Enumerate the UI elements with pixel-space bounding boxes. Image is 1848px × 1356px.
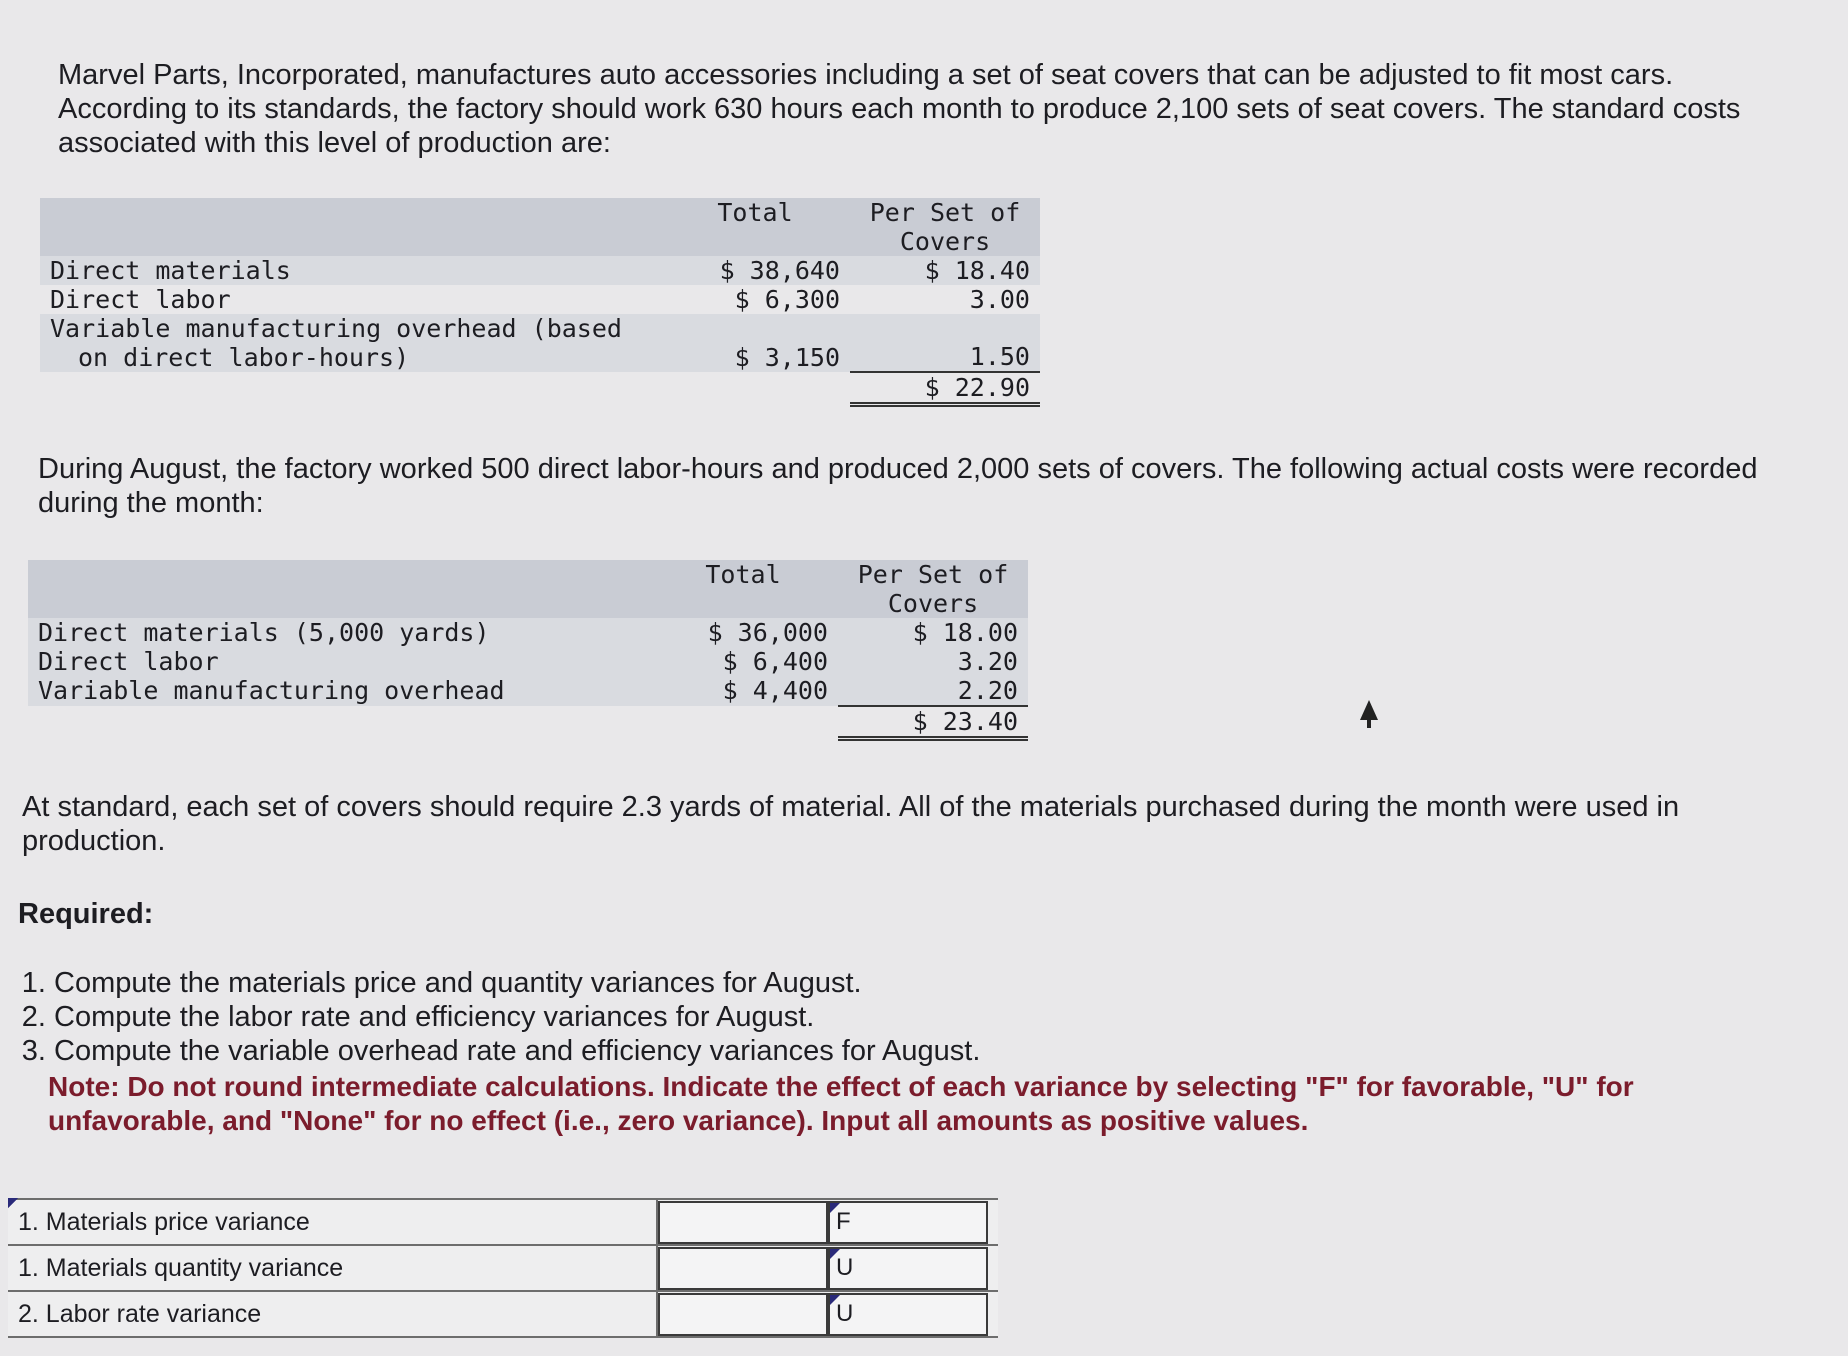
col-header-total: Total <box>660 198 850 256</box>
effect-select[interactable]: F <box>828 1201 988 1244</box>
row-label: Variable manufacturing overhead <box>38 676 505 705</box>
list-item: 3. Compute the variable overhead rate and efficiency variances for August. <box>54 1034 1754 1068</box>
answer-table <box>8 1198 998 1338</box>
row-per-set: 3.00 <box>969 285 1030 314</box>
task-list <box>14 966 1754 1068</box>
table-row <box>40 256 1040 285</box>
per-set-total: $ 23.40 <box>838 706 1028 739</box>
variance-label: 1. Materials price variance <box>8 1200 658 1244</box>
mouse-cursor-icon <box>1360 700 1378 720</box>
row-label: Direct materials <box>50 256 291 285</box>
amount-input[interactable] <box>658 1293 828 1336</box>
variance-label: 1. Materials quantity variance <box>8 1246 658 1290</box>
row-total: $ 6,300 <box>734 285 840 314</box>
required-heading: Required: <box>18 898 154 930</box>
per-set-total: $ 22.90 <box>850 372 1040 405</box>
standard-cost-table <box>40 198 1040 407</box>
dropdown-corner-icon <box>830 1249 840 1259</box>
amount-input[interactable] <box>658 1247 828 1290</box>
row-label: Direct materials (5,000 yards) <box>38 618 490 647</box>
row-per-set: $ 18.40 <box>924 256 1030 285</box>
standard-paragraph: At standard, each set of covers should require 2.3 yards of material. All of the materials purchased during the month were used in production. <box>22 791 1680 857</box>
row-total: $ 4,400 <box>722 676 828 705</box>
table-row <box>40 314 1040 372</box>
variance-label: 2. Labor rate variance <box>8 1292 658 1336</box>
intro-paragraph: Marvel Parts, Incorporated, manufactures auto accessories including a set of seat covers that can be adjusted to fit most cars. According to its standards, the factory should work 630 hours each month to produce 2,100 sets of seat covers. The standard costs associated with this level of production are: <box>58 59 1741 159</box>
dropdown-corner-icon <box>830 1203 840 1213</box>
list-item: 1. Compute the materials price and quantity variances for August. <box>54 966 1754 1000</box>
august-paragraph: During August, the factory worked 500 direct labor-hours and produced 2,000 sets of covers. The following actual costs were recorded during the month: <box>38 453 1758 519</box>
row-total: $ 6,400 <box>722 647 828 676</box>
table-row <box>28 618 1028 647</box>
col-header-per-set: Per Set of Covers <box>838 560 1028 618</box>
row-total: $ 3,150 <box>734 343 840 372</box>
row-total: $ 36,000 <box>707 618 828 647</box>
row-label: Direct labor <box>50 285 231 314</box>
instruction-note: Note: Do not round intermediate calculations. Indicate the effect of each variance by selecting "F" for favorable, "U" for unfavorable, and "None" for no effect (i.e., zero variance). Input all amounts as positive values. <box>48 1071 1634 1136</box>
col-header-total: Total <box>648 560 838 618</box>
effect-select[interactable]: U <box>828 1247 988 1290</box>
table-row <box>28 647 1028 676</box>
table-row <box>28 676 1028 706</box>
table-row <box>40 285 1040 314</box>
row-per-set: 1.50 <box>969 342 1030 371</box>
col-header-per-set: Per Set of Covers <box>850 198 1040 256</box>
row-per-set: 2.20 <box>957 676 1018 705</box>
row-per-set: $ 18.00 <box>912 618 1018 647</box>
table-row <box>8 1246 998 1292</box>
table-row <box>8 1198 998 1246</box>
row-label: Direct labor <box>38 647 219 676</box>
row-label: Variable manufacturing overhead (based on direct labor-hours) <box>50 314 622 372</box>
effect-select[interactable]: U <box>828 1293 988 1336</box>
row-total: $ 38,640 <box>719 256 840 285</box>
dropdown-corner-icon <box>830 1295 840 1305</box>
row-per-set: 3.20 <box>957 647 1018 676</box>
table-row <box>8 1292 998 1338</box>
amount-input[interactable] <box>658 1201 828 1244</box>
list-item: 2. Compute the labor rate and efficiency variances for August. <box>54 1000 1754 1034</box>
actual-cost-table <box>28 560 1028 741</box>
